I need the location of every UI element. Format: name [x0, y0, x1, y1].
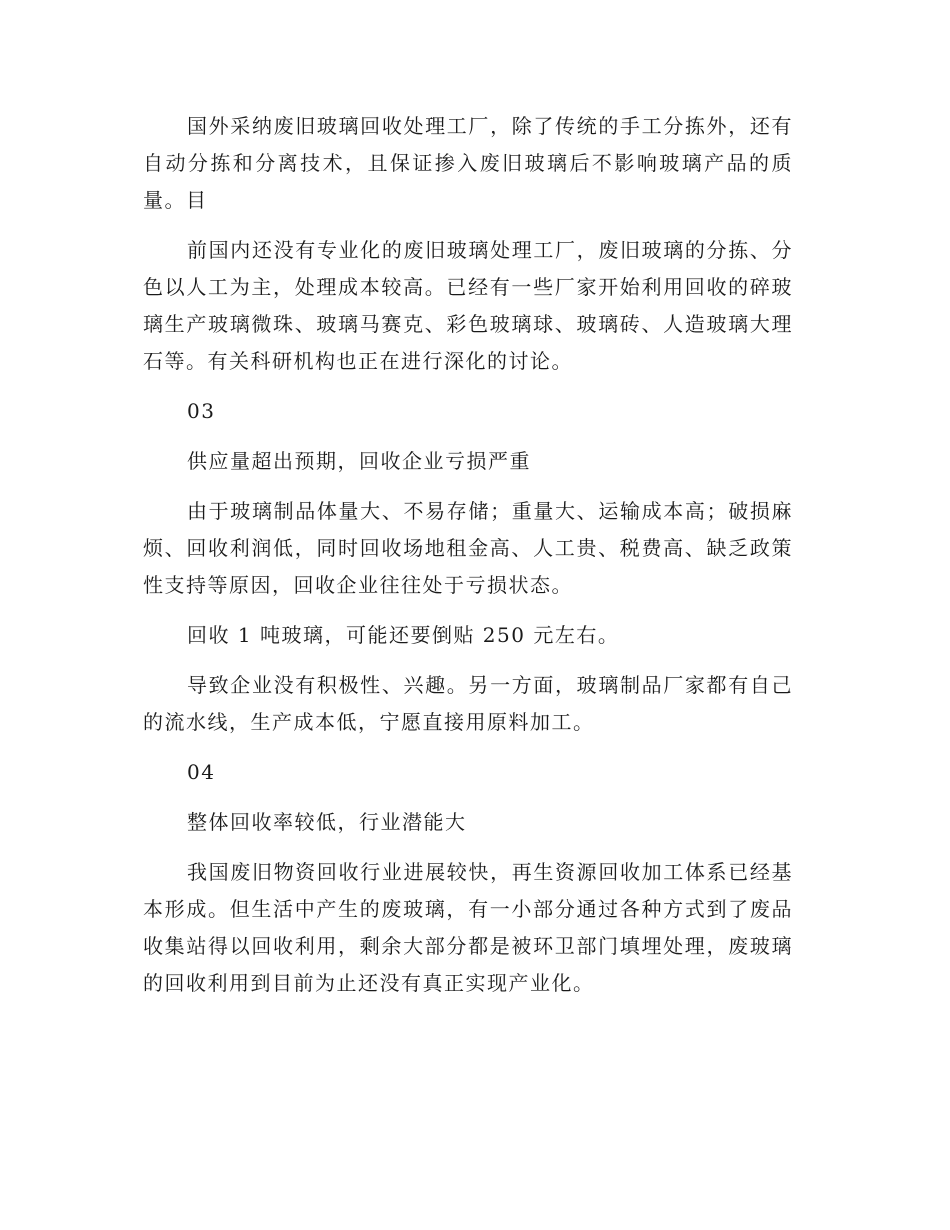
- paragraph-subsidy: 回收 1 吨玻璃，可能还要倒贴 250 元左右。: [187, 623, 620, 647]
- paragraph-domestic-status: 前国内还没有专业化的废旧玻璃处理工厂，废旧玻璃的分拣、分色以人工为主，处理成本较高。已经有一些厂家开始利用回收的碎玻璃生产玻璃微珠、玻璃马赛克、彩色玻璃球、玻璃砖、人造玻璃大理石等。有关科研机构也正在进行深化的讨论。: [143, 238, 793, 373]
- section-number-04: 04: [187, 760, 216, 784]
- paragraph-industry-status: 我国废旧物资回收行业进展较快，再生资源回收加工体系已经基本形成。但生活中产生的废玻璃，有一小部分通过各种方式到了废品收集站得以回收利用，剩余大部分都是被环卫部门填埋处理，废玻璃的回收利用到目前为止还没有真正实现产业化。: [143, 860, 793, 995]
- section-heading-04: 整体回收率较低，行业潜能大: [187, 810, 467, 834]
- paragraph-no-motivation: 导致企业没有积极性、兴趣。另一方面，玻璃制品厂家都有自己的流水线，生产成本低，宁愿直接用原料加工。: [143, 673, 793, 734]
- section-heading-03: 供应量超出预期，回收企业亏损严重: [187, 449, 531, 473]
- paragraph-foreign-recycling: 国外采纳废旧玻璃回收处理工厂，除了传统的手工分拣外，还有自动分拣和分离技术，且保证掺入废旧玻璃后不影响玻璃产品的质量。目: [143, 114, 793, 212]
- section-number-03: 03: [187, 399, 216, 423]
- paragraph-loss-reasons: 由于玻璃制品体量大、不易存储；重量大、运输成本高；破损麻烦、回收利润低，同时回收场地租金高、人工贵、税费高、缺乏政策性支持等原因，回收企业往往处于亏损状态。: [143, 499, 793, 597]
- document-page: [143, 108, 793, 1015]
